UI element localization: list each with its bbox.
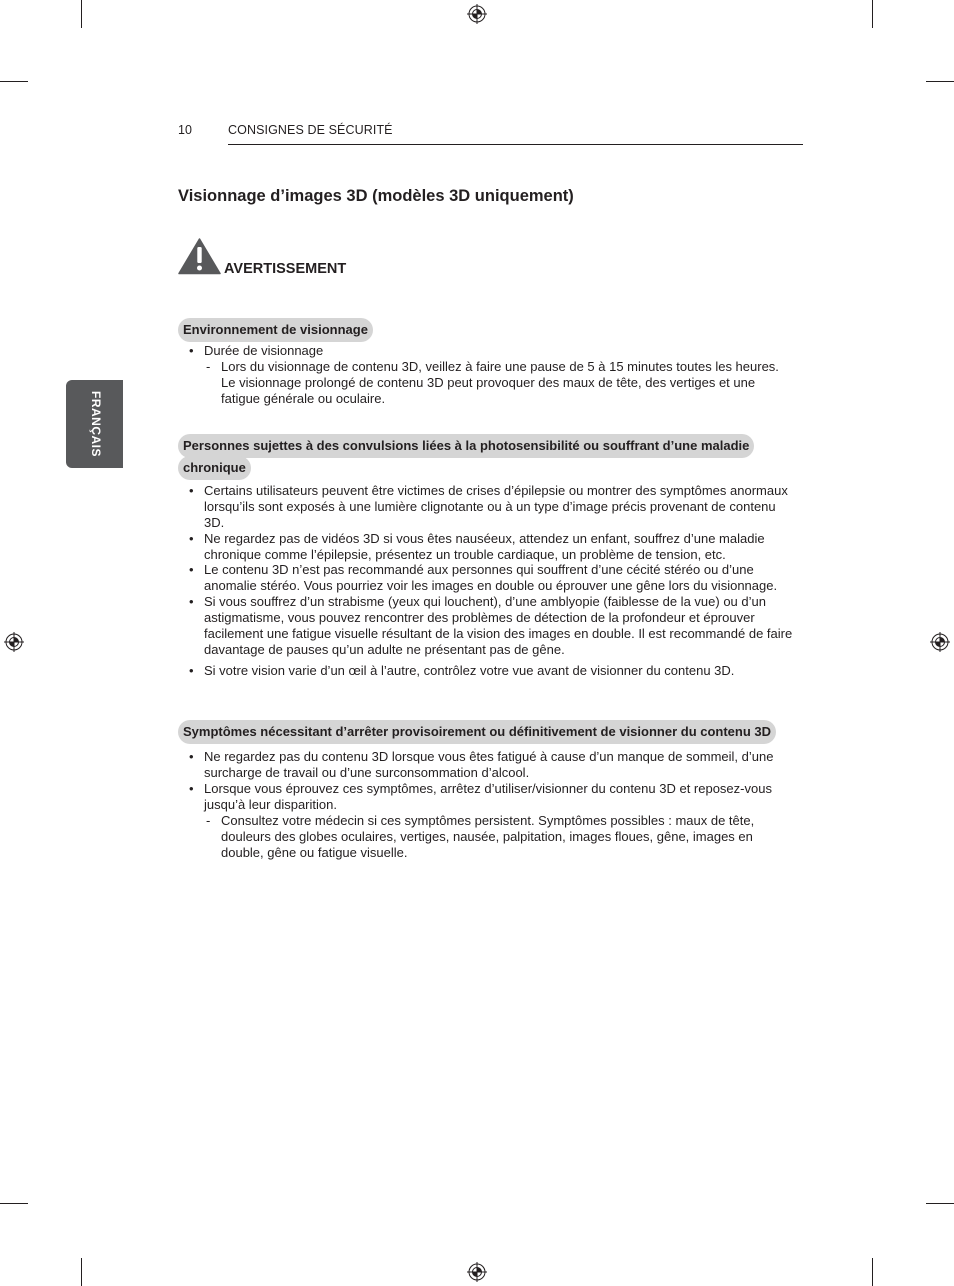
list-item-text: Le contenu 3D n’est pas recommandé aux personnes qui souffrent d’une cécité stéréo ou d’une [204,562,754,577]
list-item-text: lorsqu’ils sont exposés à une lumière clignotante ou à un type d’image précis provenant de contenu [204,499,776,514]
crop-mark [872,0,873,28]
list-item-text: Certains utilisateurs peuvent être victimes de crises d’épilepsie ou montrer des symptômes anormaux [204,483,788,498]
section-title-symptoms: Symptômes nécessitant d’arrêter provisoirement ou définitivement de visionner du contenu 3D [178,720,776,744]
page-heading: Visionnage d’images 3D (modèles 3D uniquement) [178,187,574,205]
language-tab-label: FRANÇAIS [89,391,103,457]
list-item-text: douleurs des globes oculaires, vertiges, nausée, palpitation, images floues, gêne, images en [221,829,753,844]
list-item-text: facilement une fatigue visuelle résultant de la vision des images en double. Il est recommandé de faire [204,626,793,641]
language-tab [66,380,123,468]
list-item-text: 3D. [204,515,225,530]
registration-mark-icon [467,4,487,24]
dash-icon: - [206,359,211,374]
registration-mark-icon [4,632,24,652]
bullet-icon: • [189,531,194,546]
list-item-text: Consultez votre médecin si ces symptômes persistent. Symptômes possibles : maux de tête, [221,813,755,828]
list-item-text: Lors du visionnage de contenu 3D, veillez à faire une pause de 5 à 15 minutes toutes les heures. [221,359,779,374]
bullet-icon: • [189,749,194,764]
bullet-icon: • [189,562,194,577]
list-item-text: anomalie stéréo. Vous pourriez voir les images en double ou éprouver une gêne lors du visionnage. [204,578,778,593]
crop-mark [0,81,28,82]
list-item-text: Le visionnage prolongé de contenu 3D peut provoquer des maux de tête, des vertiges et une [221,375,756,390]
list-item-text: Ne regardez pas de vidéos 3D si vous êtes nauséeux, attendez un enfant, souffrez d’une maladie [204,531,765,546]
bullet-icon: • [189,781,194,796]
bullet-icon: • [189,483,194,498]
warning-triangle-icon [178,238,221,275]
dash-icon: - [206,813,211,828]
list-item-text: Durée de visionnage [204,343,324,358]
bullet-icon: • [189,594,194,609]
section-title-photosensitivity: Personnes sujettes à des convulsions liées à la photosensibilité ou souffrant d’une maladie [178,434,754,458]
list-item-text: Si votre vision varie d’un œil à l’autre, contrôlez votre vue avant de visionner du contenu 3D. [204,663,735,678]
list-item-text: astigmatisme, vous pouvez rencontrer des problèmes de détection de la profondeur et éprouver [204,610,755,625]
running-header: CONSIGNES DE SÉCURITÉ [228,123,393,137]
section-title-photosensitivity-continued: chronique [178,456,251,480]
list-item-text: fatigue générale ou oculaire. [221,391,386,406]
list-item-text: Ne regardez pas du contenu 3D lorsque vous êtes fatigué à cause d’un manque de sommeil, d’une [204,749,774,764]
crop-mark [926,1203,954,1204]
crop-mark [81,1258,82,1286]
list-item-text: jusqu’à leur disparition. [204,797,337,812]
list-item-text: surcharge de travail ou d’une surconsommation d’alcool. [204,765,530,780]
list-item-text: chronique comme l’épilepsie, présentez un trouble cardiaque, un problème de tension, etc. [204,547,726,562]
registration-mark-icon [467,1262,487,1282]
bullet-icon: • [189,343,194,358]
registration-mark-icon [930,632,950,652]
page-number: 10 [178,123,192,137]
crop-mark [0,1203,28,1204]
warning-label: AVERTISSEMENT [224,261,347,277]
section-title-viewing-environment: Environnement de visionnage [178,318,373,342]
header-rule [228,144,803,145]
bullet-icon: • [189,663,194,678]
list-item-text: davantage de pauses qu’un adulte ne présentant pas de gêne. [204,642,565,657]
list-item-text: Lorsque vous éprouvez ces symptômes, arrêtez d’utiliser/visionner du contenu 3D et reposez-vous [204,781,772,796]
crop-mark [926,81,954,82]
list-item-text: Si vous souffrez d’un strabisme (yeux qui louchent), d’une amblyopie (faiblesse de la vue) ou d’un [204,594,766,609]
crop-mark [872,1258,873,1286]
list-item-text: double, gêne ou fatigue visuelle. [221,845,408,860]
crop-mark [81,0,82,28]
